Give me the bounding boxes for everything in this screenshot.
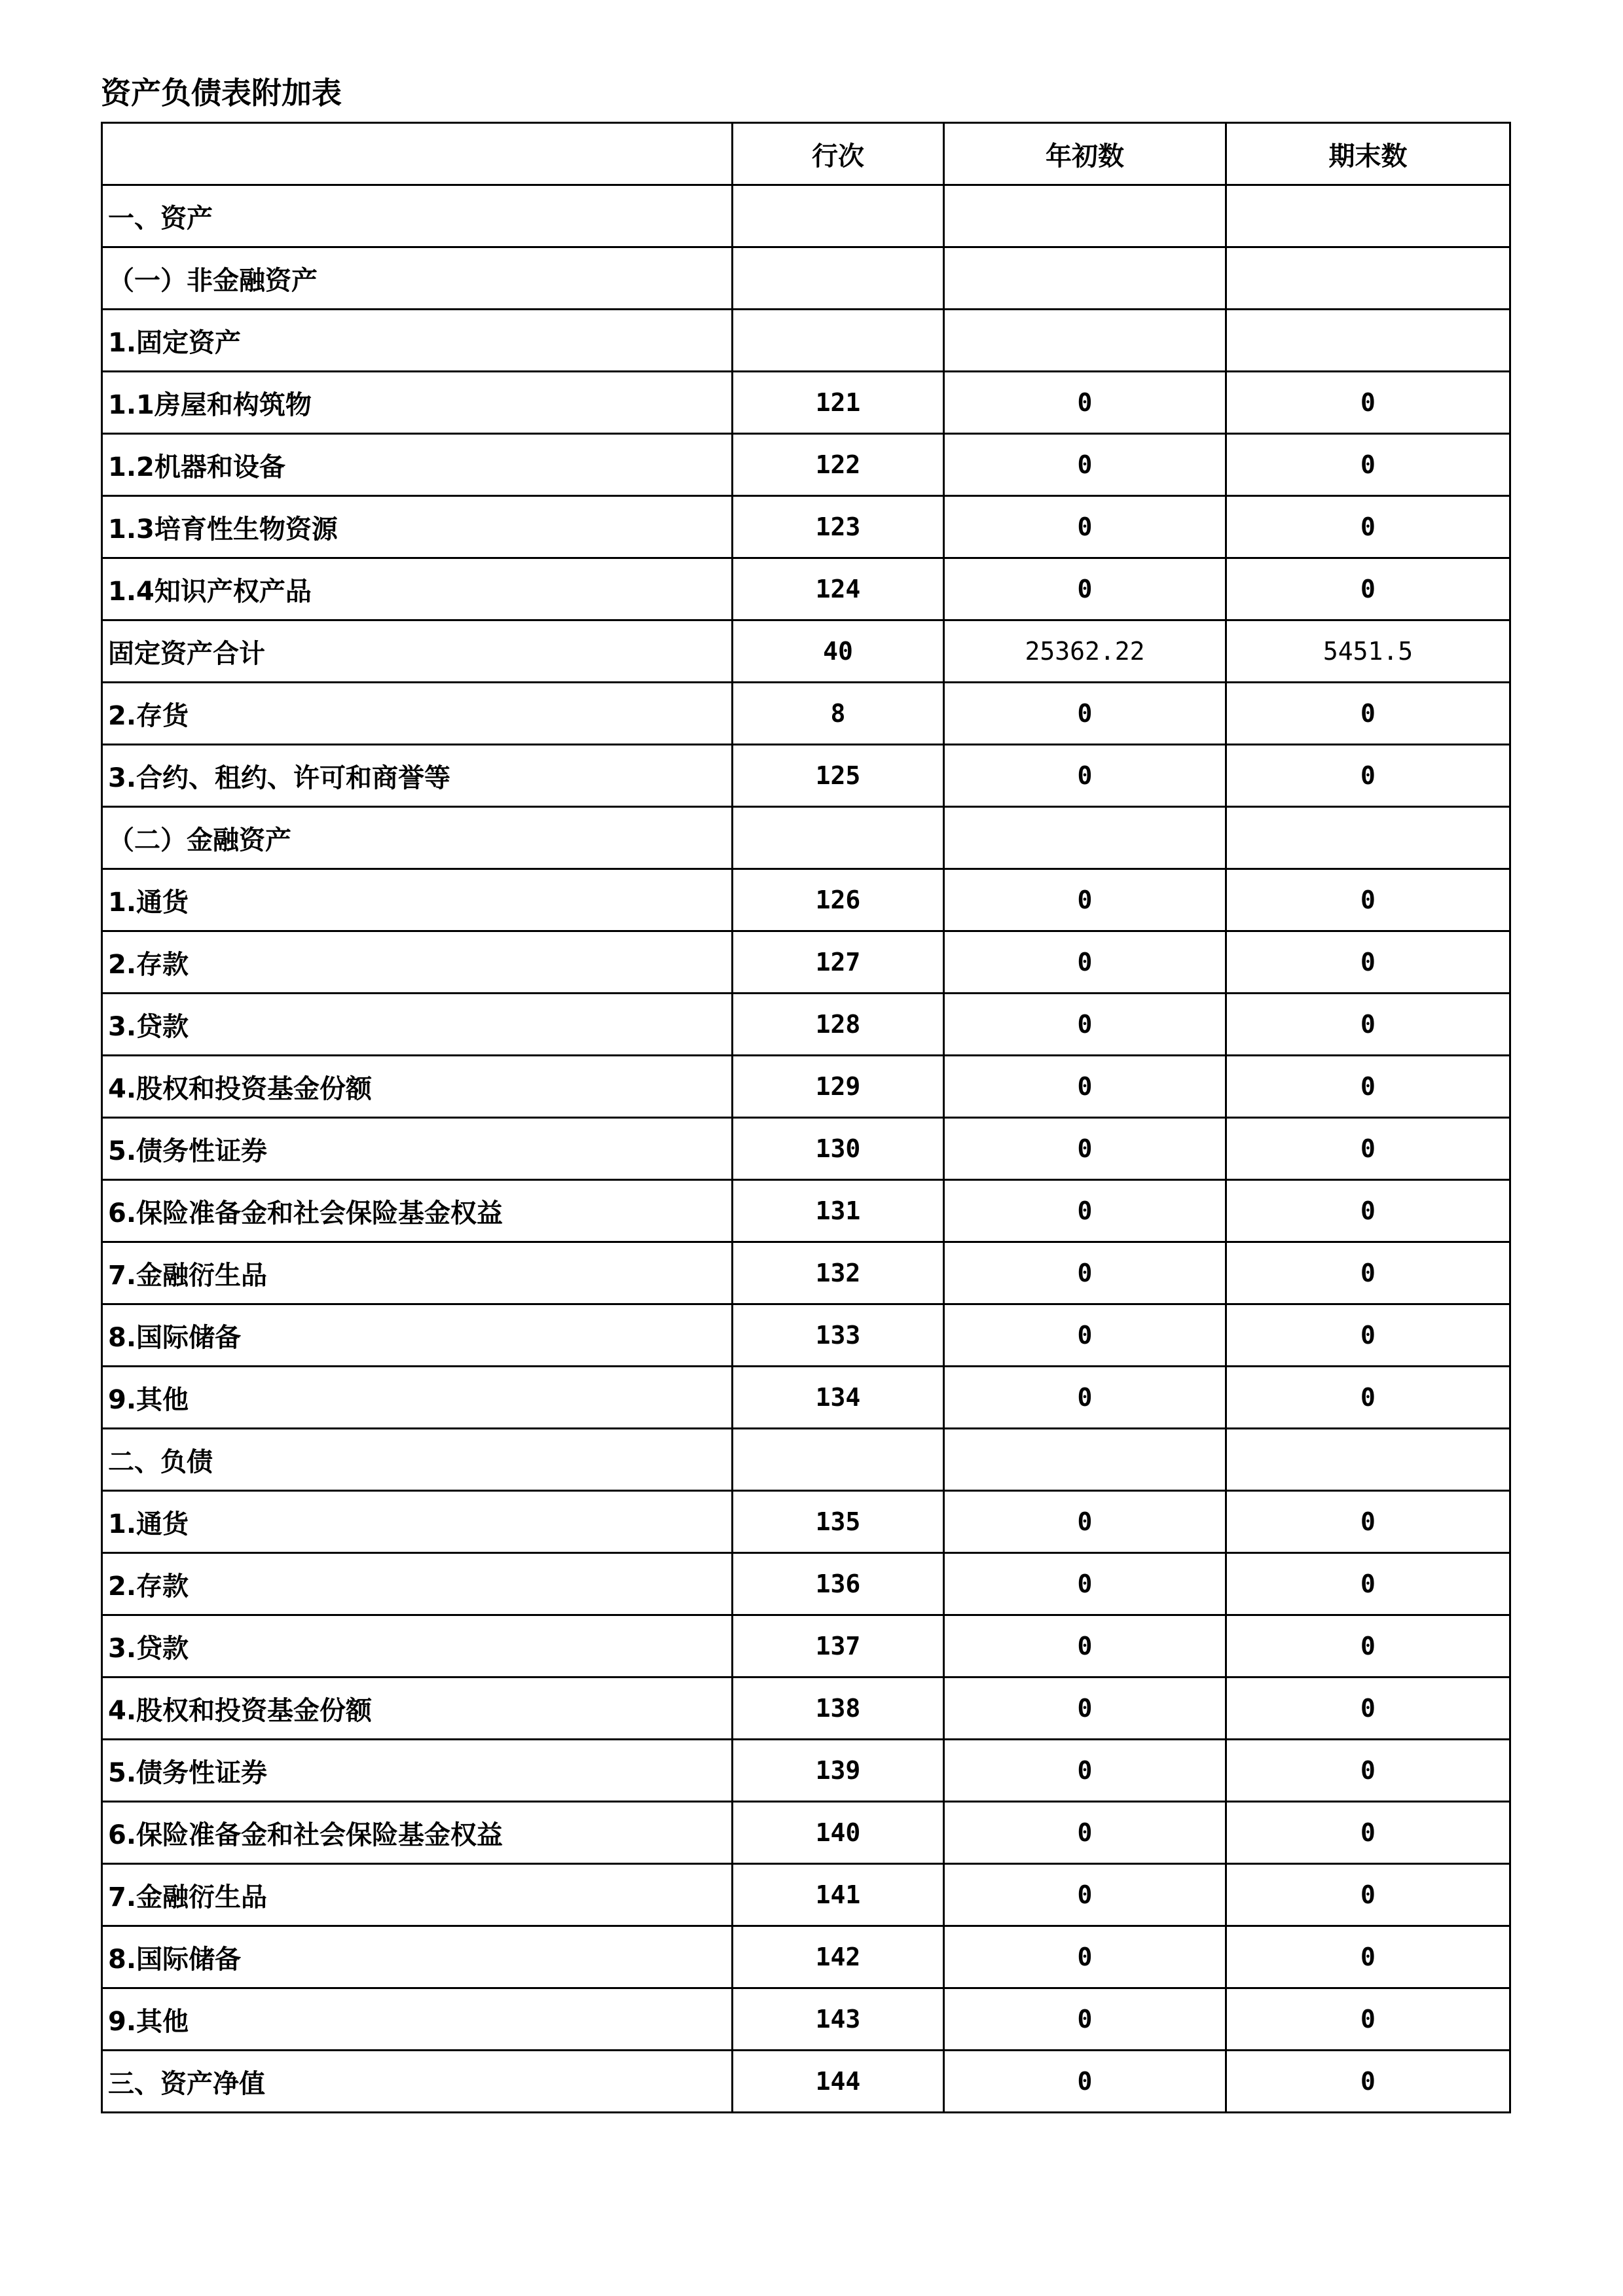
ending-balance-cell: 0 [1226, 1802, 1510, 1864]
beginning-balance-cell: 0 [944, 869, 1226, 931]
row-number-cell: 128 [733, 994, 944, 1056]
table-row [102, 1802, 1510, 1864]
beginning-balance-cell: 0 [944, 1864, 1226, 1926]
beginning-balance-cell: 0 [944, 2051, 1226, 2113]
item-name-cell: 7.金融衍生品 [102, 1864, 733, 1926]
table-row [102, 1180, 1510, 1242]
row-number-cell: 137 [733, 1615, 944, 1677]
ending-balance-cell: 0 [1226, 1491, 1510, 1553]
table-row [102, 994, 1510, 1056]
item-name-cell: 三、资产净值 [102, 2051, 733, 2113]
item-name-cell: 2.存款 [102, 931, 733, 994]
beginning-balance-cell: 0 [944, 1802, 1226, 1864]
beginning-balance-cell: 0 [944, 1242, 1226, 1304]
item-name-cell: 2.存款 [102, 1553, 733, 1615]
row-number-cell: 135 [733, 1491, 944, 1553]
item-name-cell: 二、负债 [102, 1429, 733, 1491]
ending-balance-cell: 0 [1226, 1553, 1510, 1615]
header-row [102, 123, 1510, 185]
balance-sheet-table [101, 122, 1511, 2113]
item-name-cell: 1.通货 [102, 1491, 733, 1553]
table-row [102, 1242, 1510, 1304]
item-name-cell: 1.2机器和设备 [102, 434, 733, 496]
header-ending-balance: 期末数 [1226, 123, 1510, 185]
table-row [102, 1118, 1510, 1180]
item-name-cell: 1.通货 [102, 869, 733, 931]
beginning-balance-cell: 0 [944, 745, 1226, 807]
item-name-cell: 6.保险准备金和社会保险基金权益 [102, 1802, 733, 1864]
table-row [102, 1615, 1510, 1677]
beginning-balance-cell: 0 [944, 1491, 1226, 1553]
item-name-cell: （二）金融资产 [102, 807, 733, 869]
beginning-balance-cell: 0 [944, 1304, 1226, 1367]
item-name-cell: 9.其他 [102, 1988, 733, 2051]
row-number-cell: 138 [733, 1677, 944, 1740]
header-item-name [102, 123, 733, 185]
beginning-balance-cell: 0 [944, 434, 1226, 496]
ending-balance-cell: 0 [1226, 434, 1510, 496]
row-number-cell [733, 310, 944, 372]
row-number-cell [733, 807, 944, 869]
table-row [102, 1926, 1510, 1988]
row-number-cell: 8 [733, 683, 944, 745]
item-name-cell: 8.国际储备 [102, 1926, 733, 1988]
page-title: 资产负债表附加表 [101, 75, 342, 111]
row-number-cell: 143 [733, 1988, 944, 2051]
ending-balance-cell: 0 [1226, 1367, 1510, 1429]
row-number-cell: 122 [733, 434, 944, 496]
ending-balance-cell [1226, 310, 1510, 372]
beginning-balance-cell: 0 [944, 496, 1226, 558]
table-header [102, 123, 1510, 185]
ending-balance-cell: 0 [1226, 869, 1510, 931]
beginning-balance-cell [944, 807, 1226, 869]
ending-balance-cell: 0 [1226, 683, 1510, 745]
beginning-balance-cell: 0 [944, 1988, 1226, 2051]
table-row [102, 558, 1510, 620]
beginning-balance-cell: 0 [944, 1367, 1226, 1429]
ending-balance-cell: 0 [1226, 558, 1510, 620]
beginning-balance-cell: 0 [944, 558, 1226, 620]
row-number-cell [733, 1429, 944, 1491]
table-row [102, 434, 1510, 496]
ending-balance-cell: 0 [1226, 372, 1510, 434]
beginning-balance-cell: 0 [944, 372, 1226, 434]
item-name-cell: 3.贷款 [102, 994, 733, 1056]
beginning-balance-cell: 0 [944, 1615, 1226, 1677]
header-beginning-balance: 年初数 [944, 123, 1226, 185]
beginning-balance-cell: 0 [944, 931, 1226, 994]
table-row [102, 372, 1510, 434]
table-row [102, 2051, 1510, 2113]
beginning-balance-cell: 0 [944, 1553, 1226, 1615]
beginning-balance-cell [944, 185, 1226, 247]
table-row [102, 869, 1510, 931]
row-number-cell [733, 247, 944, 310]
table-row [102, 807, 1510, 869]
beginning-balance-cell: 0 [944, 994, 1226, 1056]
table-body [102, 185, 1510, 2113]
item-name-cell: 1.4知识产权产品 [102, 558, 733, 620]
table-row [102, 1056, 1510, 1118]
item-name-cell: 4.股权和投资基金份额 [102, 1056, 733, 1118]
item-name-cell: 一、资产 [102, 185, 733, 247]
beginning-balance-cell [944, 247, 1226, 310]
item-name-cell: 固定资产合计 [102, 620, 733, 683]
table-row [102, 247, 1510, 310]
row-number-cell: 124 [733, 558, 944, 620]
ending-balance-cell: 0 [1226, 994, 1510, 1056]
row-number-cell: 121 [733, 372, 944, 434]
ending-balance-cell [1226, 247, 1510, 310]
beginning-balance-cell: 0 [944, 1180, 1226, 1242]
ending-balance-cell: 0 [1226, 1740, 1510, 1802]
ending-balance-cell: 0 [1226, 1988, 1510, 2051]
ending-balance-cell: 0 [1226, 496, 1510, 558]
ending-balance-cell: 0 [1226, 1864, 1510, 1926]
item-name-cell: 1.1房屋和构筑物 [102, 372, 733, 434]
beginning-balance-cell [944, 1429, 1226, 1491]
row-number-cell: 123 [733, 496, 944, 558]
row-number-cell: 125 [733, 745, 944, 807]
item-name-cell: 3.合约、租约、许可和商誉等 [102, 745, 733, 807]
row-number-cell: 136 [733, 1553, 944, 1615]
ending-balance-cell [1226, 1429, 1510, 1491]
row-number-cell: 134 [733, 1367, 944, 1429]
ending-balance-cell: 0 [1226, 1180, 1510, 1242]
beginning-balance-cell: 0 [944, 1056, 1226, 1118]
beginning-balance-cell [944, 310, 1226, 372]
row-number-cell: 127 [733, 931, 944, 994]
item-name-cell: 4.股权和投资基金份额 [102, 1677, 733, 1740]
ending-balance-cell: 0 [1226, 1056, 1510, 1118]
table-row [102, 1304, 1510, 1367]
beginning-balance-cell: 25362.22 [944, 620, 1226, 683]
row-number-cell: 144 [733, 2051, 944, 2113]
ending-balance-cell: 0 [1226, 931, 1510, 994]
item-name-cell: 6.保险准备金和社会保险基金权益 [102, 1180, 733, 1242]
table-row [102, 185, 1510, 247]
row-number-cell: 131 [733, 1180, 944, 1242]
header-row-number: 行次 [733, 123, 944, 185]
table-row [102, 683, 1510, 745]
table-row [102, 1491, 1510, 1553]
item-name-cell: 5.债务性证券 [102, 1118, 733, 1180]
table-row [102, 310, 1510, 372]
row-number-cell: 130 [733, 1118, 944, 1180]
ending-balance-cell [1226, 185, 1510, 247]
row-number-cell: 139 [733, 1740, 944, 1802]
table-row [102, 1429, 1510, 1491]
item-name-cell: 1.3培育性生物资源 [102, 496, 733, 558]
item-name-cell: 5.债务性证券 [102, 1740, 733, 1802]
row-number-cell: 140 [733, 1802, 944, 1864]
item-name-cell: 2.存货 [102, 683, 733, 745]
row-number-cell: 142 [733, 1926, 944, 1988]
ending-balance-cell: 0 [1226, 1118, 1510, 1180]
item-name-cell: 7.金融衍生品 [102, 1242, 733, 1304]
row-number-cell: 126 [733, 869, 944, 931]
ending-balance-cell: 0 [1226, 1615, 1510, 1677]
ending-balance-cell: 0 [1226, 1926, 1510, 1988]
ending-balance-cell: 0 [1226, 2051, 1510, 2113]
row-number-cell: 133 [733, 1304, 944, 1367]
item-name-cell: 3.贷款 [102, 1615, 733, 1677]
ending-balance-cell: 0 [1226, 1304, 1510, 1367]
table-row [102, 1553, 1510, 1615]
table-row [102, 496, 1510, 558]
table-row [102, 1677, 1510, 1740]
ending-balance-cell: 0 [1226, 745, 1510, 807]
table-row [102, 620, 1510, 683]
beginning-balance-cell: 0 [944, 683, 1226, 745]
item-name-cell: 1.固定资产 [102, 310, 733, 372]
table-row [102, 1367, 1510, 1429]
row-number-cell: 129 [733, 1056, 944, 1118]
table-row [102, 1864, 1510, 1926]
beginning-balance-cell: 0 [944, 1677, 1226, 1740]
ending-balance-cell [1226, 807, 1510, 869]
table-row [102, 931, 1510, 994]
item-name-cell: （一）非金融资产 [102, 247, 733, 310]
row-number-cell: 141 [733, 1864, 944, 1926]
row-number-cell: 132 [733, 1242, 944, 1304]
row-number-cell: 40 [733, 620, 944, 683]
ending-balance-cell: 0 [1226, 1677, 1510, 1740]
beginning-balance-cell: 0 [944, 1740, 1226, 1802]
beginning-balance-cell: 0 [944, 1118, 1226, 1180]
beginning-balance-cell: 0 [944, 1926, 1226, 1988]
item-name-cell: 9.其他 [102, 1367, 733, 1429]
ending-balance-cell: 5451.5 [1226, 620, 1510, 683]
table-row [102, 745, 1510, 807]
table-row [102, 1740, 1510, 1802]
ending-balance-cell: 0 [1226, 1242, 1510, 1304]
table-row [102, 1988, 1510, 2051]
item-name-cell: 8.国际储备 [102, 1304, 733, 1367]
row-number-cell [733, 185, 944, 247]
